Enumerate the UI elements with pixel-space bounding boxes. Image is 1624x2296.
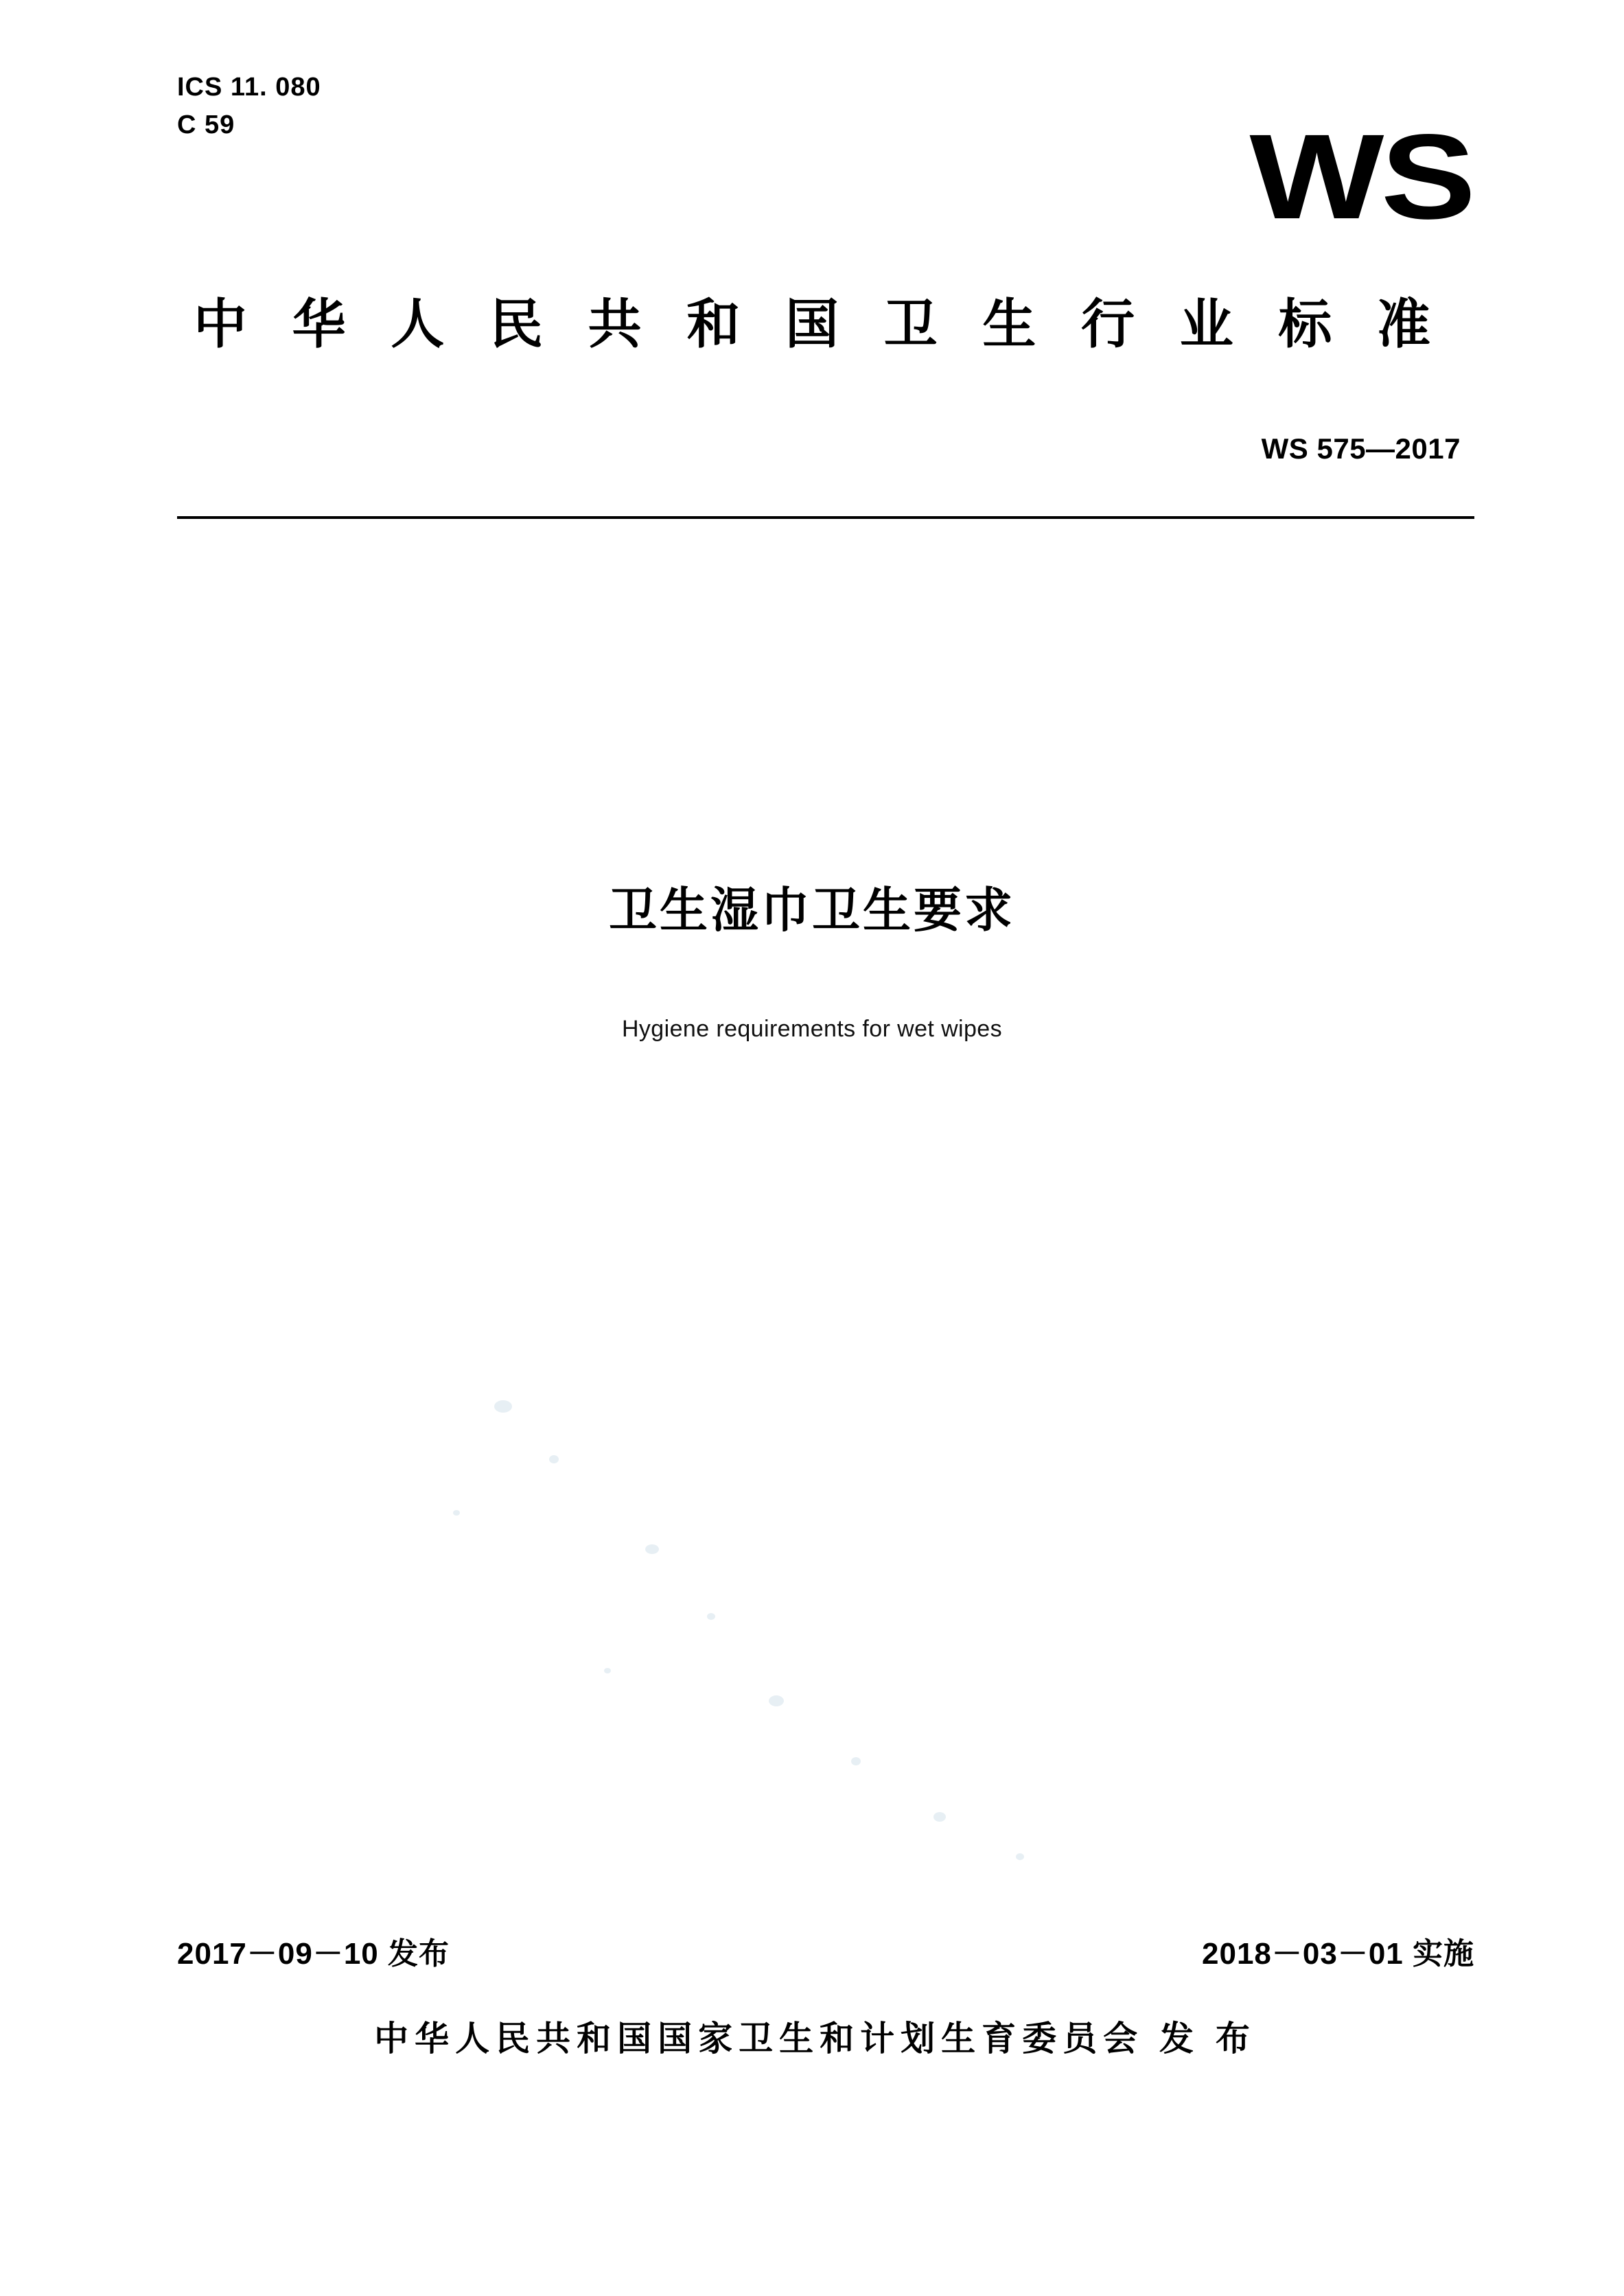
issuing-authority: 中华人民共和国国家卫生和计划生育委员会 发 布 [374, 2019, 1256, 2058]
standard-number: WS 575—2017 [1261, 432, 1461, 465]
implementation-date: 2018－03－01 实施 [1202, 1937, 1474, 1971]
classification-codes [177, 69, 321, 144]
document-title-en: Hygiene requirements for wet wipes [621, 1016, 1003, 1042]
background-speckles [412, 1373, 1304, 1908]
footer-dates [177, 1929, 1474, 1973]
ws-logo: WS [1249, 110, 1473, 244]
issue-date: 2017－09－10 发布 [177, 1937, 450, 1971]
header-divider [177, 516, 1474, 519]
header-title-cn: 中 华 人 民 共 和 国 卫 生 行 业 标 准 [193, 294, 1446, 354]
document-title-cn: 卫生湿巾卫生要求 [609, 883, 1015, 937]
ics-code: ICS 11. 080 [177, 73, 321, 102]
class-code: C 59 [177, 111, 235, 140]
